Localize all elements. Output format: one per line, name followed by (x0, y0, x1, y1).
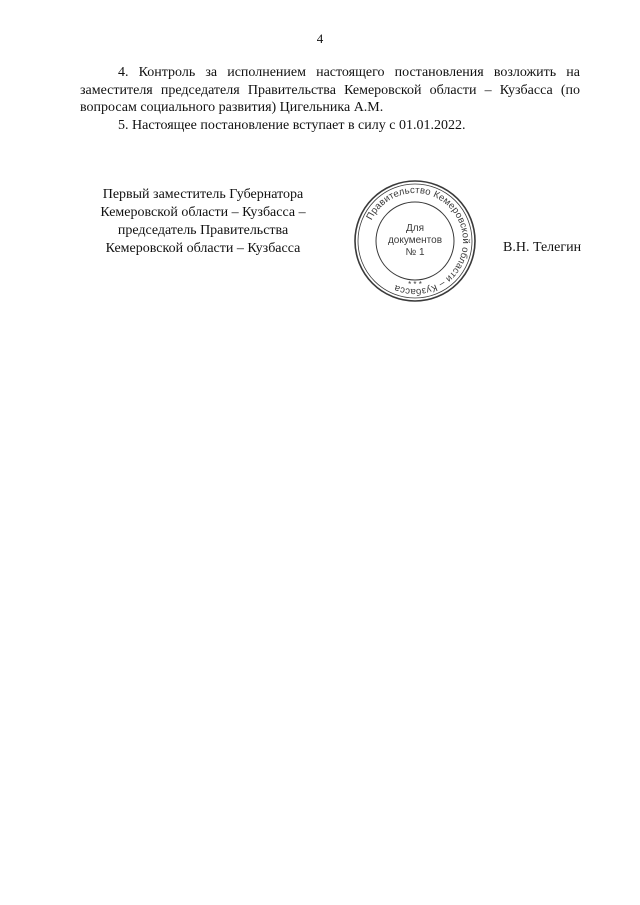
signature-title-line: Кемеровской области – Кузбасса (105, 241, 301, 256)
signature-title-line: председатель Правительства (117, 223, 289, 238)
paragraph-4: 4. Контроль за исполнением настоящего постановления возложить на заместителя председателя Правительства Кемеровской области – Кузбасса (по вопросам социального развития) Цигельника А.М. (80, 65, 580, 115)
seal-center-line: документов (387, 235, 443, 246)
seal-stars: * * * (408, 280, 422, 289)
signature-title-line: Первый заместитель Губернатора (102, 187, 304, 202)
signature-title-line: Кемеровской области – Кузбасса – (100, 205, 306, 220)
page-number: 4 (316, 31, 324, 46)
seal-center-line: № 1 (405, 247, 425, 258)
official-seal-stamp (352, 178, 478, 304)
signer-name: В.Н. Телегин (503, 240, 582, 255)
body-text (80, 64, 580, 134)
paragraph-5: 5. Настоящее постановление вступает в силу с 01.01.2022. (118, 117, 466, 133)
seal-ring-textpath: Правительство Кемеровской области – Кузбасса (364, 184, 472, 298)
seal-center-line: Для (405, 223, 425, 234)
signature-title (80, 186, 326, 258)
